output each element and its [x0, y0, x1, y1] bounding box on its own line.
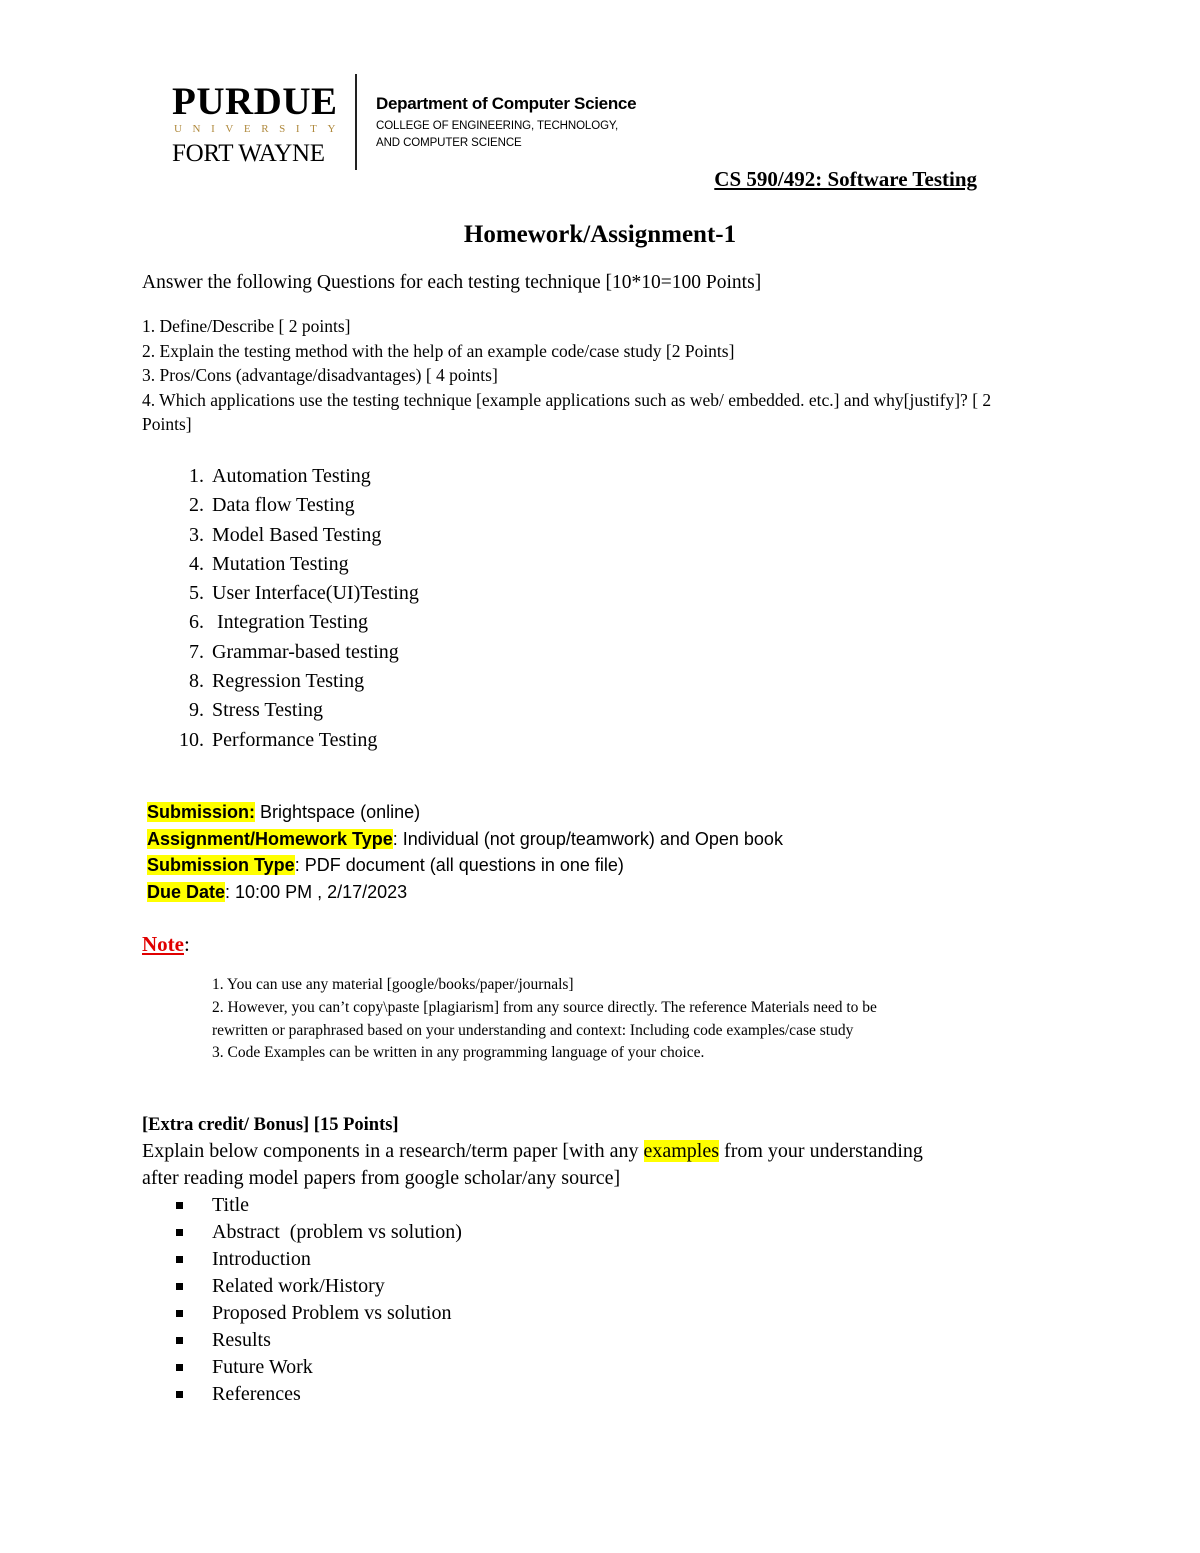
- question-item: 4. Which applications use the testing technique [example applications such as web/ embedded. etc.] and why[justify]? [ 2 Points]: [142, 389, 992, 434]
- question-item: 1. Define/Describe [ 2 points]: [142, 316, 351, 336]
- extra-credit-title: [Extra credit/ Bonus] [15 Points]: [142, 1115, 399, 1135]
- technique-number: 5.: [189, 582, 204, 605]
- technique-name: Model Based Testing: [212, 523, 382, 546]
- component-name: Abstract (problem vs solution): [212, 1221, 462, 1243]
- assignment-type-line: [147, 826, 783, 853]
- technique-number: 4.: [189, 552, 204, 575]
- assignment-type-value: : Individual (not group/teamwork) and Open book: [392, 828, 783, 849]
- square-bullet-icon: [176, 1364, 183, 1371]
- submission-details: [147, 799, 783, 906]
- logo-university-text: UNIVERSITY: [174, 123, 346, 135]
- technique-number: 7.: [189, 640, 204, 663]
- extra-text-after: from your understanding after reading model papers from google scholar/any source]: [142, 1140, 923, 1189]
- square-bullet-icon: [176, 1229, 183, 1236]
- component-name: Introduction: [212, 1248, 311, 1270]
- component-name: References: [212, 1383, 301, 1405]
- extra-text-highlight: examples: [643, 1140, 720, 1162]
- technique-name: User Interface(UI)Testing: [212, 582, 419, 605]
- logo-purdue-text: PURDUE: [172, 80, 338, 123]
- department-name: Department of Computer Science: [376, 94, 637, 113]
- note-item: 2. However, you can’t copy\paste [plagiarism] from any source directly. The reference Materials need to be rewritten or paraphrased based on your understanding and context: Including code examples/case study: [212, 998, 877, 1039]
- logo-fort-wayne-text: FORT WAYNE: [172, 140, 325, 167]
- technique-name: Regression Testing: [212, 670, 365, 693]
- question-item: 3. Pros/Cons (advantage/disadvantages) [ 4 points]: [142, 365, 498, 385]
- extra-credit-description: [142, 1138, 962, 1192]
- due-date-value: : 10:00 PM , 2/17/2023: [225, 882, 408, 903]
- purdue-fort-wayne-logo: [170, 80, 650, 175]
- technique-number: 6.: [189, 611, 204, 634]
- submission-type-label: Submission Type: [147, 855, 295, 876]
- technique-name: Automation Testing: [212, 465, 371, 487]
- note-colon: :: [183, 932, 190, 956]
- due-date-label: Due Date: [147, 882, 226, 903]
- component-name: Future Work: [212, 1356, 313, 1378]
- technique-name: Mutation Testing: [212, 552, 349, 575]
- component-name: Title: [212, 1194, 250, 1216]
- technique-name: Stress Testing: [212, 699, 324, 722]
- note-list: [212, 974, 932, 1065]
- technique-name: Integration Testing: [212, 611, 368, 634]
- assignment-title: Homework/Assignment-1: [463, 221, 737, 248]
- course-title: CS 590/492: Software Testing: [714, 167, 977, 191]
- question-item: 2. Explain the testing method with the help of an example code/case study [2 Points]: [142, 340, 735, 361]
- technique-number: 2.: [189, 494, 204, 517]
- note-item: 3. Code Examples can be written in any programming language of your choice.: [212, 1044, 705, 1062]
- note-label: Note: [142, 932, 184, 956]
- technique-number: 10.: [179, 728, 204, 751]
- square-bullet-icon: [176, 1337, 183, 1344]
- college-name-line2: AND COMPUTER SCIENCE: [376, 137, 522, 149]
- technique-name: Performance Testing: [212, 728, 378, 751]
- submission-type-line: [147, 852, 783, 879]
- component-name: Related work/History: [212, 1275, 385, 1297]
- square-bullet-icon: [176, 1256, 183, 1263]
- square-bullet-icon: [176, 1202, 183, 1209]
- technique-number: 9.: [189, 699, 204, 722]
- technique-number: 8.: [189, 670, 204, 693]
- submission-type-value: : PDF document (all questions in one file): [294, 855, 624, 876]
- submission-platform-line: [147, 799, 783, 826]
- extra-text-before: Explain below components in a research/term paper [with any: [142, 1140, 644, 1162]
- college-name-line1: COLLEGE OF ENGINEERING, TECHNOLOGY,: [376, 120, 619, 132]
- square-bullet-icon: [176, 1283, 183, 1290]
- logo-divider: [355, 74, 357, 170]
- square-bullet-icon: [176, 1391, 183, 1398]
- assignment-type-label: Assignment/Homework Type: [147, 828, 393, 849]
- note-item: 1. You can use any material [google/books/paper/journals]: [212, 976, 574, 993]
- technique-number: 3.: [189, 523, 204, 546]
- component-name: Proposed Problem vs solution: [212, 1302, 452, 1324]
- component-name: Results: [212, 1329, 271, 1351]
- note-heading: [142, 930, 190, 958]
- technique-name: Data flow Testing: [212, 494, 355, 517]
- instruction-text: Answer the following Questions for each testing technique [10*10=100 Points]: [142, 272, 762, 293]
- technique-number: 1.: [189, 465, 204, 487]
- submission-label: Submission:: [147, 802, 256, 822]
- question-list: [142, 314, 1002, 437]
- submission-value: Brightspace (online): [255, 802, 421, 822]
- technique-name: Grammar-based testing: [212, 640, 399, 663]
- square-bullet-icon: [176, 1310, 183, 1317]
- due-date-line: [147, 879, 783, 906]
